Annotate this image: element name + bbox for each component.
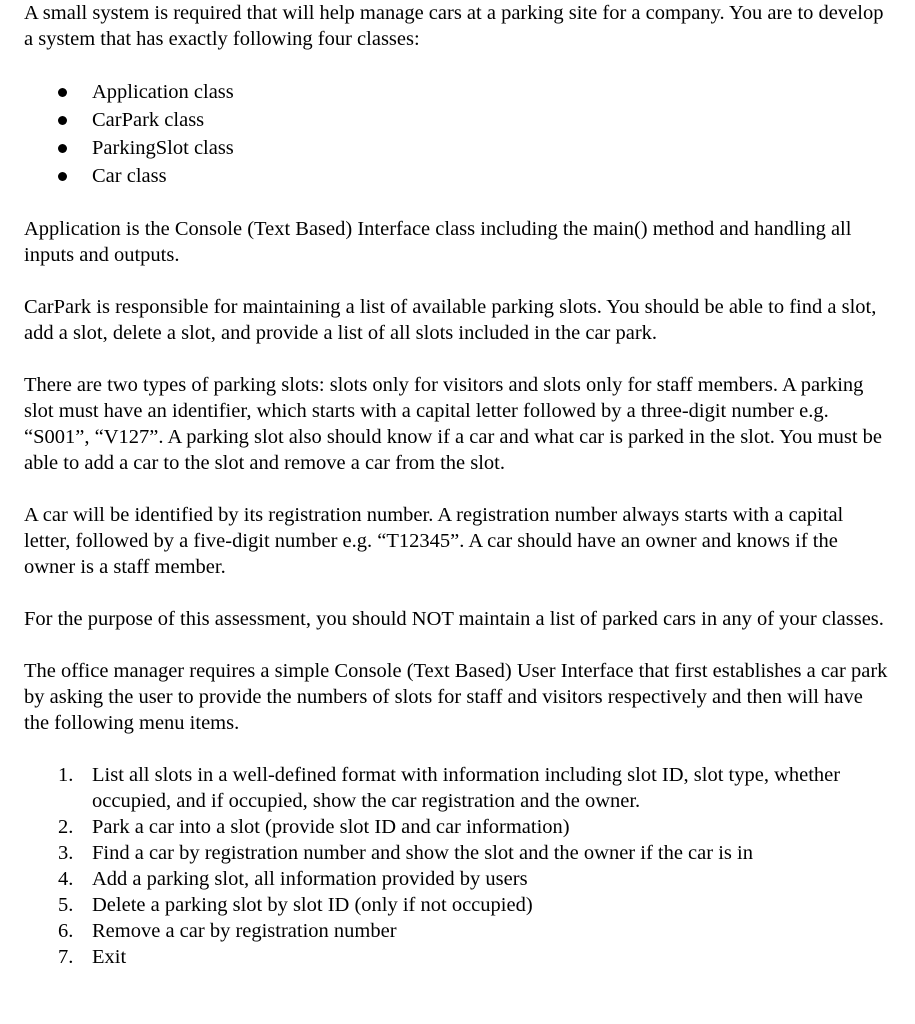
menu-item-text: Delete a parking slot by slot ID (only if not occupied): [92, 894, 533, 916]
menu-item-text: List all slots in a well-defined format with information including slot ID, slot type, whether occupied, and if occupied, show the car registration and the owner.: [92, 764, 841, 812]
menu-item-number: 2.: [58, 816, 74, 838]
menu-item: [24, 762, 891, 814]
menu-item: [24, 918, 891, 944]
class-list-item: Car class: [24, 162, 891, 190]
menu-item-number: 4.: [58, 868, 74, 890]
assessment-note-paragraph: For the purpose of this assessment, you should NOT maintain a list of parked cars in any of your classes.: [24, 608, 884, 630]
menu-item-text: Exit: [92, 946, 127, 968]
menu-item-text: Remove a car by registration number: [92, 920, 397, 942]
menu-item-number: 6.: [58, 920, 74, 942]
class-list: [24, 78, 891, 190]
class-list-item: CarPark class: [24, 106, 891, 134]
menu-item-number: 7.: [58, 946, 74, 968]
menu-item-text: Park a car into a slot (provide slot ID and car information): [92, 816, 570, 838]
class-list-item: Application class: [24, 78, 891, 106]
menu-item: [24, 892, 891, 918]
menu-item-text: Find a car by registration number and show the slot and the owner if the car is in: [92, 842, 753, 864]
car-paragraph: A car will be identified by its registration number. A registration number always starts with a capital letter, followed by a five-digit number e.g. “T12345”. A car should have an owner and knows if the owner is a staff member.: [24, 504, 844, 578]
user-interface-paragraph: The office manager requires a simple Console (Text Based) User Interface that first establishes a car park by asking the user to provide the numbers of slots for staff and visitors respectively and then will have the following menu items.: [24, 660, 888, 734]
menu-item-text: Add a parking slot, all information provided by users: [92, 868, 528, 890]
menu-item: [24, 866, 891, 892]
menu-item-number: 3.: [58, 842, 74, 864]
menu-item-number: 5.: [58, 894, 74, 916]
carpark-paragraph: CarPark is responsible for maintaining a list of available parking slots. You should be able to find a slot, add a slot, delete a slot, and provide a list of all slots included in the car park.: [24, 296, 877, 344]
menu-item-number: 1.: [58, 764, 74, 786]
parking-slot-paragraph: There are two types of parking slots: slots only for visitors and slots only for staff members. A parking slot must have an identifier, which starts with a capital letter followed by a three-digit number e.g. “S001”, “V127”. A parking slot also should know if a car and what car is parked in the slot. You must be able to add a car to the slot and remove a car from the slot.: [24, 374, 883, 474]
intro-paragraph: A small system is required that will help manage cars at a parking site for a company. You are to develop a system that has exactly following four classes:: [24, 2, 884, 50]
menu-item: [24, 814, 891, 840]
application-paragraph: Application is the Console (Text Based) Interface class including the main() method and handling all inputs and outputs.: [24, 218, 852, 266]
menu-item: [24, 944, 891, 970]
menu-list: [24, 762, 891, 970]
menu-item: [24, 840, 891, 866]
class-list-item: ParkingSlot class: [24, 134, 891, 162]
